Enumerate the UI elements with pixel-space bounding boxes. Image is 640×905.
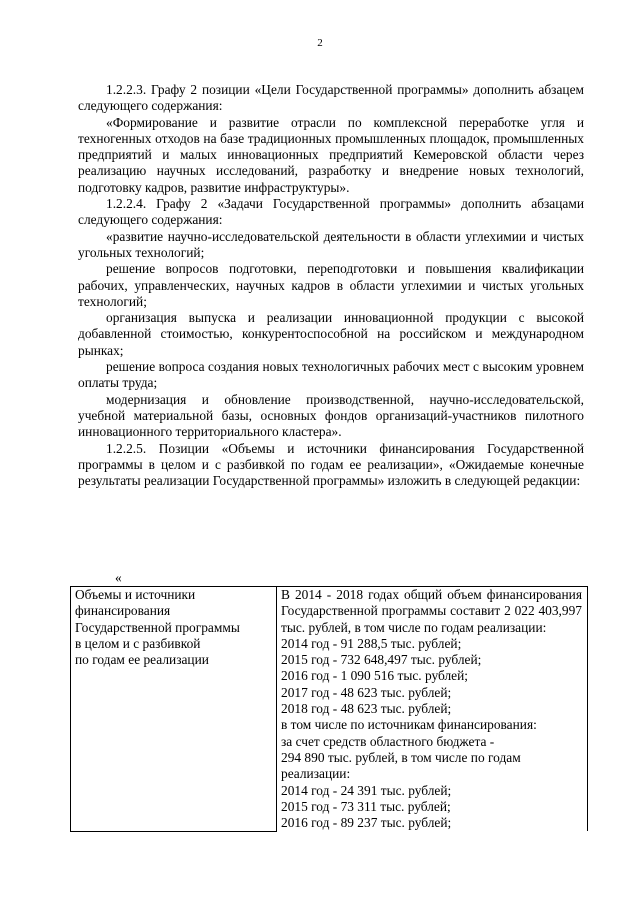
- paragraph-task-1: «развитие научно-исследовательской деятельности в области углехимии и чистых угольных технологий;: [78, 228, 584, 260]
- year-line: 2016 год - 89 237 тыс. рублей;: [281, 815, 452, 831]
- year-line: 2018 год - 48 623 тыс. рублей;: [281, 701, 452, 717]
- label-line: финансирования: [75, 603, 171, 619]
- financing-intro: В 2014 - 2018 годах общий объем финансирования Государственной программы составит 2 022 403,997 тыс. рублей, в том числе по годам реализации:: [281, 587, 582, 635]
- year-line: 2014 год - 24 391 тыс. рублей;: [281, 782, 452, 798]
- page-number: 2: [317, 37, 323, 49]
- label-line: Государственной программы: [75, 619, 240, 635]
- year-line: 2014 год - 91 288,5 тыс. рублей;: [281, 635, 462, 651]
- paragraph-task-3: организация выпуска и реализации инновационной продукции с высокой добавленной стоимостью, конкурентоспособной на российском и международном рынках;: [78, 310, 584, 358]
- financing-table: [70, 586, 588, 832]
- source-heading: в том числе по источникам финансирования:: [281, 717, 537, 733]
- year-line: 2017 год - 48 623 тыс. рублей;: [281, 684, 452, 700]
- paragraph-task-2: решение вопросов подготовки, переподготовки и повышения квалификации рабочих, управленческих, научных кадров в области углехимии и чистых угольных технологий;: [78, 261, 584, 309]
- year-line: 2015 год - 732 648,497 тыс. рублей;: [281, 652, 482, 668]
- table-cell-value: [277, 587, 588, 832]
- table-row: [71, 587, 588, 832]
- opening-quote-mark: «: [115, 570, 122, 585]
- paragraph-task-4: решение вопроса создания новых технологичных рабочих мест с высоким уровнем оплаты труда;: [78, 359, 584, 391]
- label-line: в целом и с разбивкой: [75, 635, 201, 651]
- label-line: Объемы и источники: [75, 587, 196, 602]
- label-line: по годам ее реализации: [75, 652, 209, 668]
- paragraph-1-2-2-5: 1.2.2.5. Позиции «Объемы и источники финансирования Государственной программы в целом и с разбивкой по годам ее реализации», «Ожидаемые конечные результаты реализации Государственной программы» изложить в следующей редакции:: [78, 440, 584, 489]
- paragraph-task-5: модернизация и обновление производственной, научно-исследовательской, учебной материальной базы, основных фондов организаций-участников пилотного инновационного территориального кластера».: [78, 391, 584, 440]
- paragraph-1-2-2-4: 1.2.2.4. Графу 2 «Задачи Государственной программы» дополнить абзацами следующего содержания:: [78, 196, 584, 228]
- paragraph-goal-text: «Формирование и развитие отрасли по комплексной переработке угля и техногенных отходов на базе традиционных промышленных площадок, промышленных предприятий и малых инновационных предприятий Кемеровской области через реализацию научных исследований, разработку и внедрение новых технологий, подготовку кадров, развитие инфраструктуры».: [78, 114, 584, 195]
- regional-budget-total: 294 890 тыс. рублей, в том числе по годам реализации:: [281, 749, 521, 782]
- regional-budget-heading: за счет средств областного бюджета -: [281, 733, 495, 749]
- body-text: [78, 82, 584, 489]
- year-line: 2015 год - 73 311 тыс. рублей;: [281, 798, 451, 814]
- paragraph-1-2-2-3: 1.2.2.3. Графу 2 позиции «Цели Государственной программы» дополнить абзацем следующего содержания:: [78, 82, 584, 114]
- year-line: 2016 год - 1 090 516 тыс. рублей;: [281, 668, 468, 684]
- table-cell-label: [71, 587, 277, 832]
